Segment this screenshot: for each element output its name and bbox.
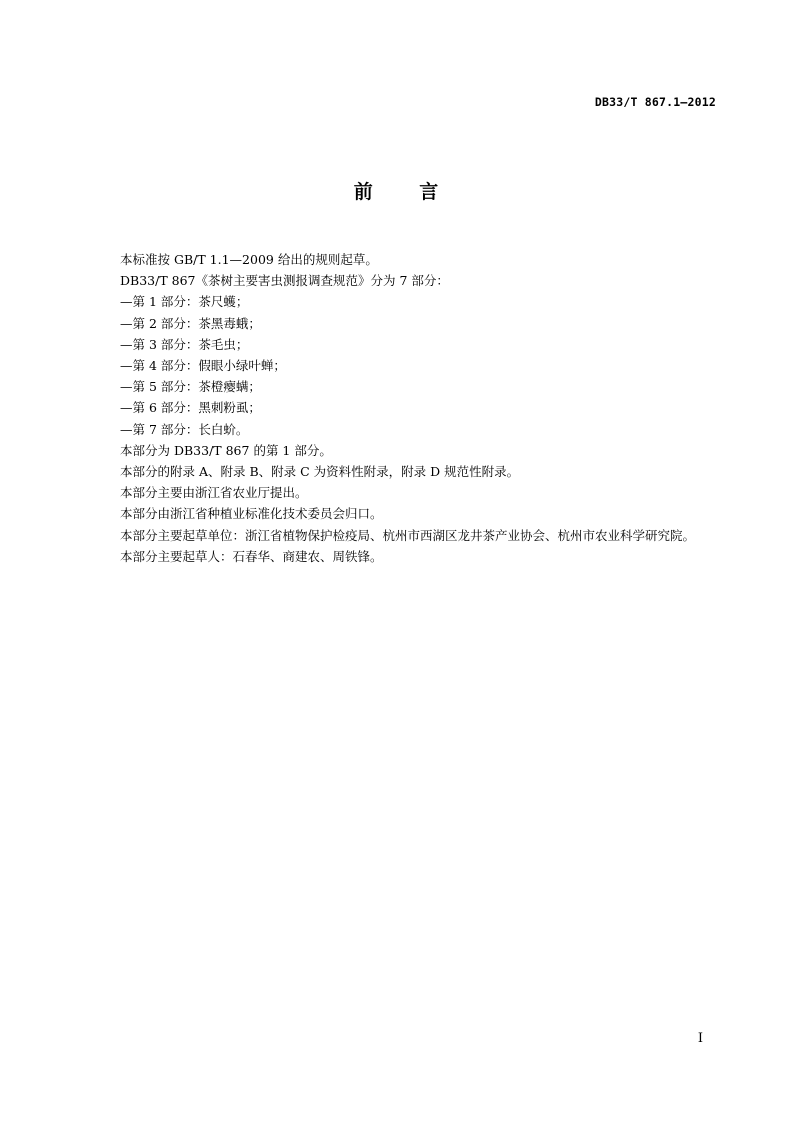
list-item: —第 5 部分：茶橙瘿螨； (120, 379, 261, 395)
foreword-body (95, 249, 721, 567)
list-item: —第 6 部分：黑刺粉虱； (120, 400, 261, 416)
paragraph: 本部分主要由浙江省农业厅提出。 (120, 485, 308, 501)
standard-code: DB33/T 867.1—2012 (594, 95, 716, 109)
paragraph: 本标准按 GB/T 1.1—2009 给出的规则起草。 (120, 252, 378, 267)
page-title: 前 言 (353, 181, 459, 203)
list-item: —第 7 部分：长白蚧。 (120, 421, 249, 437)
paragraph: DB33/T 867《茶树主要害虫测报调查规范》分为 7 部分： (120, 273, 449, 289)
paragraph: 本部分为 DB33/T 867 的第 1 部分。 (120, 442, 332, 458)
page-number: I (697, 1031, 703, 1046)
list-item: —第 2 部分：茶黑毒蛾； (120, 315, 261, 331)
paragraph: 本部分的附录 A、附录 B、附录 C 为资料性附录，附录 D 规范性附录。 (120, 464, 520, 480)
paragraph: 本部分主要起草单位：浙江省植物保护检疫局、杭州市西湖区龙井茶产业协会、杭州市农业科学研究院。 (120, 527, 696, 543)
paragraph: 本部分主要起草人：石春华、商建农、周铁锋。 (120, 548, 383, 564)
list-item: —第 1 部分：茶尺蠖； (120, 294, 249, 310)
paragraph: 本部分由浙江省种植业标准化技术委员会归口。 (120, 506, 383, 522)
list-item: —第 4 部分：假眼小绿叶蝉； (120, 358, 286, 374)
list-item: —第 3 部分：茶毛虫； (120, 336, 249, 352)
